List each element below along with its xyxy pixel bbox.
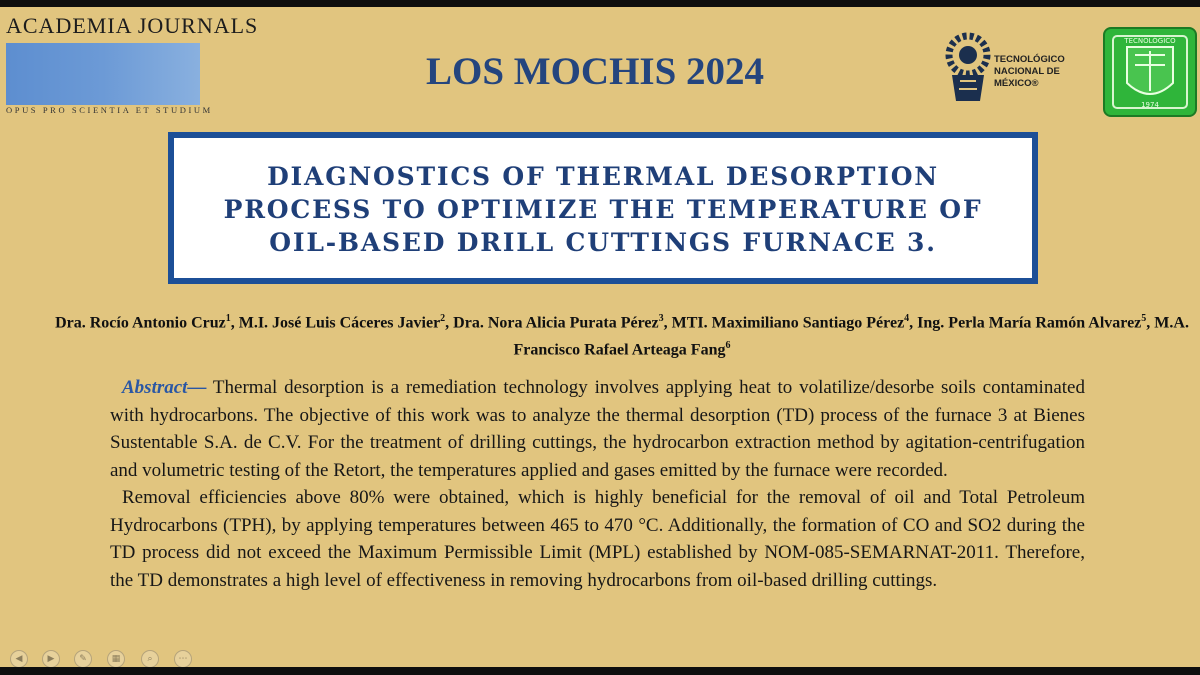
author-affiliation: 1 xyxy=(225,313,231,324)
author-affiliation: 2 xyxy=(440,313,446,324)
logo-color-band xyxy=(6,43,200,105)
author-name: M.A. Francisco Rafael Arteaga Fang xyxy=(513,314,1189,359)
author-name: Dra. Rocío Antonio Cruz xyxy=(55,314,226,332)
author-name: Dra. Nora Alicia Purata Pérez xyxy=(453,314,659,332)
institute-shield-logo xyxy=(1103,27,1197,117)
institute-logo-year: 1974 xyxy=(1141,101,1159,109)
tecnm-line-1: TECNOLÓGICO xyxy=(994,54,1065,65)
title-line-1: DIAGNOSTICS OF THERMAL DESORPTION xyxy=(267,162,939,191)
paper-title-box xyxy=(168,132,1038,284)
author-name: M.I. José Luis Cáceres Javier xyxy=(238,314,441,332)
journal-motto: OPUS PRO SCIENTIA ET STUDIUM xyxy=(6,105,213,115)
abstract-label: Abstract— xyxy=(122,377,207,398)
tecnm-emblem-icon xyxy=(944,31,992,103)
paper-title xyxy=(174,160,1032,259)
author-name: Ing. Perla María Ramón Alvarez xyxy=(917,314,1142,332)
event-title: LOS MOCHIS 2024 xyxy=(425,50,765,93)
author-name: MTI. Maximiliano Santiago Pérez xyxy=(671,314,905,332)
slideshow-controls xyxy=(0,647,220,667)
abstract-paragraph-1: Thermal desorption is a remediation technology involves applying heat to volatilize/desorbe soils contaminated with hydrocarbons. The objective of this work was to analyze the thermal desorption (TD) process of the furnace 3 at Bienes Sustentable S.A. de C.V. For the treatment of drilling cuttings, the hydrocarbon extraction method by agitation-centrifugation and volumetric testing of the Retort, the temperatures applied and gases emitted by the furnace were recorded. xyxy=(110,377,1085,481)
tecnm-logo-text xyxy=(994,54,1102,90)
author-affiliation: 6 xyxy=(725,340,731,352)
journal-name: ACADEMIA JOURNALS xyxy=(6,13,259,38)
presentation-slide xyxy=(0,7,1200,667)
institute-logo-label: TECNOLÓGICO xyxy=(1124,37,1176,45)
more-options-icon[interactable]: ⋯ xyxy=(174,650,192,667)
zoom-icon[interactable]: ⌕ xyxy=(141,650,159,667)
author-list xyxy=(22,307,1200,362)
next-icon[interactable]: ▶ xyxy=(42,650,60,667)
tecnm-line-2: NACIONAL DE MÉXICO® xyxy=(994,66,1060,89)
abstract-section xyxy=(110,374,1085,594)
authors-line-1: Dra. Rocío Antonio Cruz$^1$, M.I. José Luis Cáceres Javier$^2$, Dra. Nora Alicia Purata Pérez$^3$, MTI. Maximiliano Santiago Pérez$^4$, Ing. Perla María Ramón Alvarez$^5$, M.A. Francisco Rafael Arteaga Fang$^6$ xyxy=(55,313,1189,359)
pen-icon[interactable]: ✎ xyxy=(74,650,92,667)
academia-journals-logo xyxy=(6,13,271,117)
author-affiliation: 4 xyxy=(904,313,910,324)
author-affiliation: 5 xyxy=(1141,313,1147,324)
author-affiliation: 3 xyxy=(658,313,664,324)
title-line-3: OIL-BASED DRILL CUTTINGS FURNACE 3. xyxy=(269,228,937,257)
slides-grid-icon[interactable]: ▦ xyxy=(107,650,125,667)
previous-icon[interactable]: ◀ xyxy=(10,650,28,667)
title-line-2: PROCESS TO OPTIMIZE THE TEMPERATURE OF xyxy=(223,195,983,224)
abstract-paragraph-2: Removal efficiencies above 80% were obtained, which is highly beneficial for the removal of oil and Total Petroleum Hydrocarbons (TPH), by applying temperatures between 465 to 470 °C. Additionally, the formation of CO and SO2 during the TD process did not exceed the Maximum Permissible Limit (MPL) established by NOM-085-SEMARNAT-2011. Therefore, the TD demonstrates a high level of effectiveness in removing hydrocarbons from oil-based drilling cuttings. xyxy=(110,487,1085,591)
